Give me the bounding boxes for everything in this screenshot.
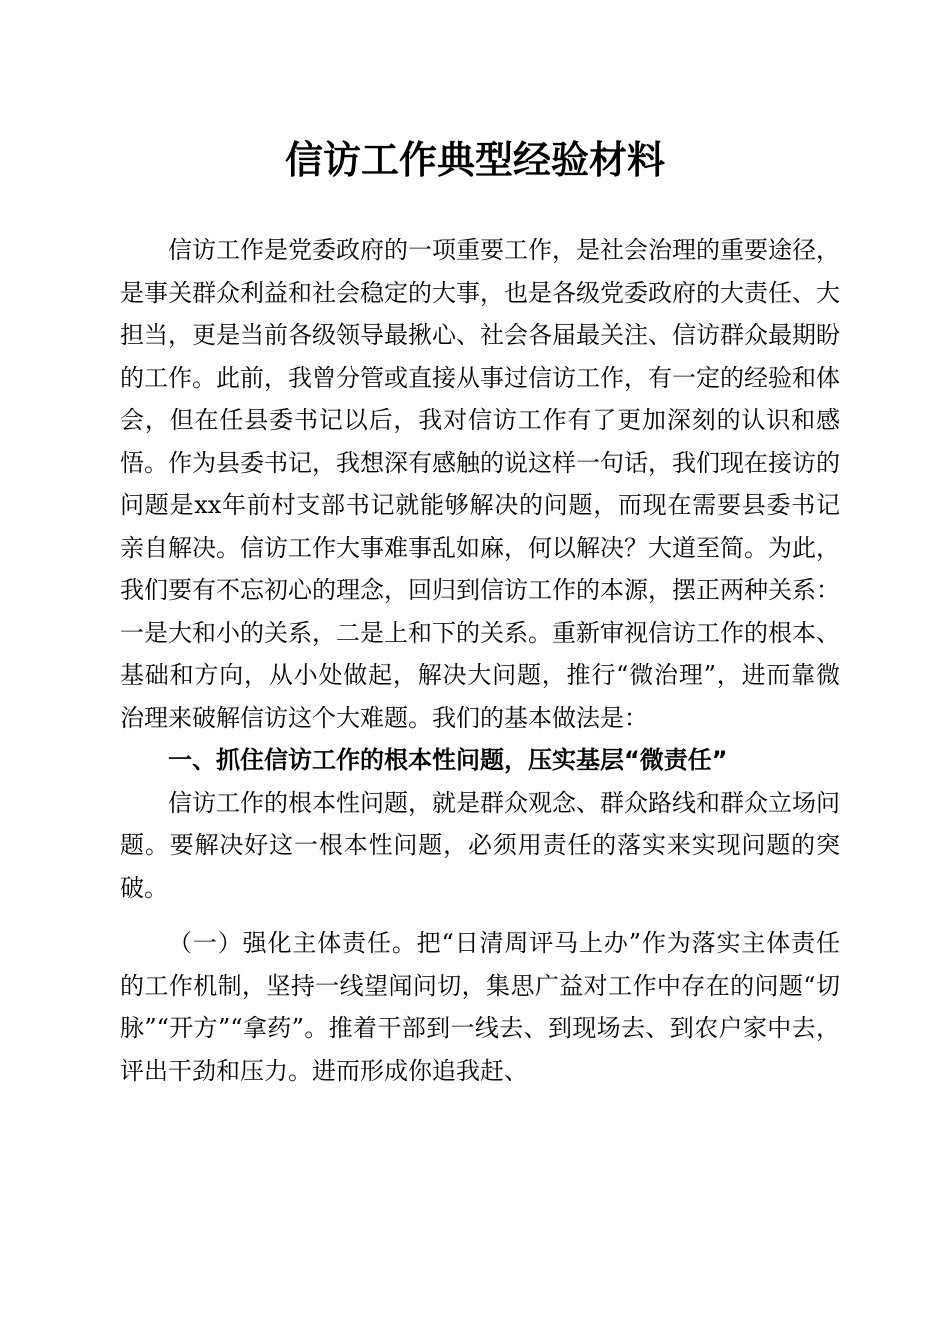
section-heading: 一、抓住信访工作的根本性问题，压实基层“微责任” [168,746,728,774]
section-paragraph: 信访工作的根本性问题，就是群众观念、群众路线和群众立场问题。要解决好这一根本性问题，必须用责任的落实来实现问题的突破。 [120,788,840,902]
subsection-paragraph: （一）强化主体责任。把“日清周评马上办”作为落实主体责任的工作机制，坚持一线望闻问切，集思广益对工作中存在的问题“切脉”“开方”“拿药”。推着干部到一线去、到现场去、到农户家中去，评出干劲和压力。进而形成你追我赶、 [120,929,840,1085]
document-title: 信访工作典型经验材料 [284,137,665,182]
intro-paragraph: 信访工作是党委政府的一项重要工作，是社会治理的重要途径，是事关群众利益和社会稳定的大事，也是各级党委政府的大责任、大担当，更是当前各级领导最揪心、社会各届最关注、信访群众最期盼的工作。此前，我曾分管或直接从事过信访工作，有一定的经验和体会，但在任县委书记以后，我对信访工作有了更加深刻的认识和感悟。作为县委书记，我想深有感触的说这样一句话，我们现在接访的问题是xx年前村支部书记就能够解决的问题，而现在需要县委书记亲自解决。信访工作大事难事乱如麻，何以解决？大道至简。为此，我们要有不忘初心的理念，回归到信访工作的本源，摆正两种关系：一是大和小的关系，二是上和下的关系。重新审视信访工作的根本、基础和方向，从小处做起，解决大问题，推行“微治理”，进而靠微治理来破解信访这个大难题。我们的基本做法是： [120,236,840,732]
document-body [120,229,840,1092]
